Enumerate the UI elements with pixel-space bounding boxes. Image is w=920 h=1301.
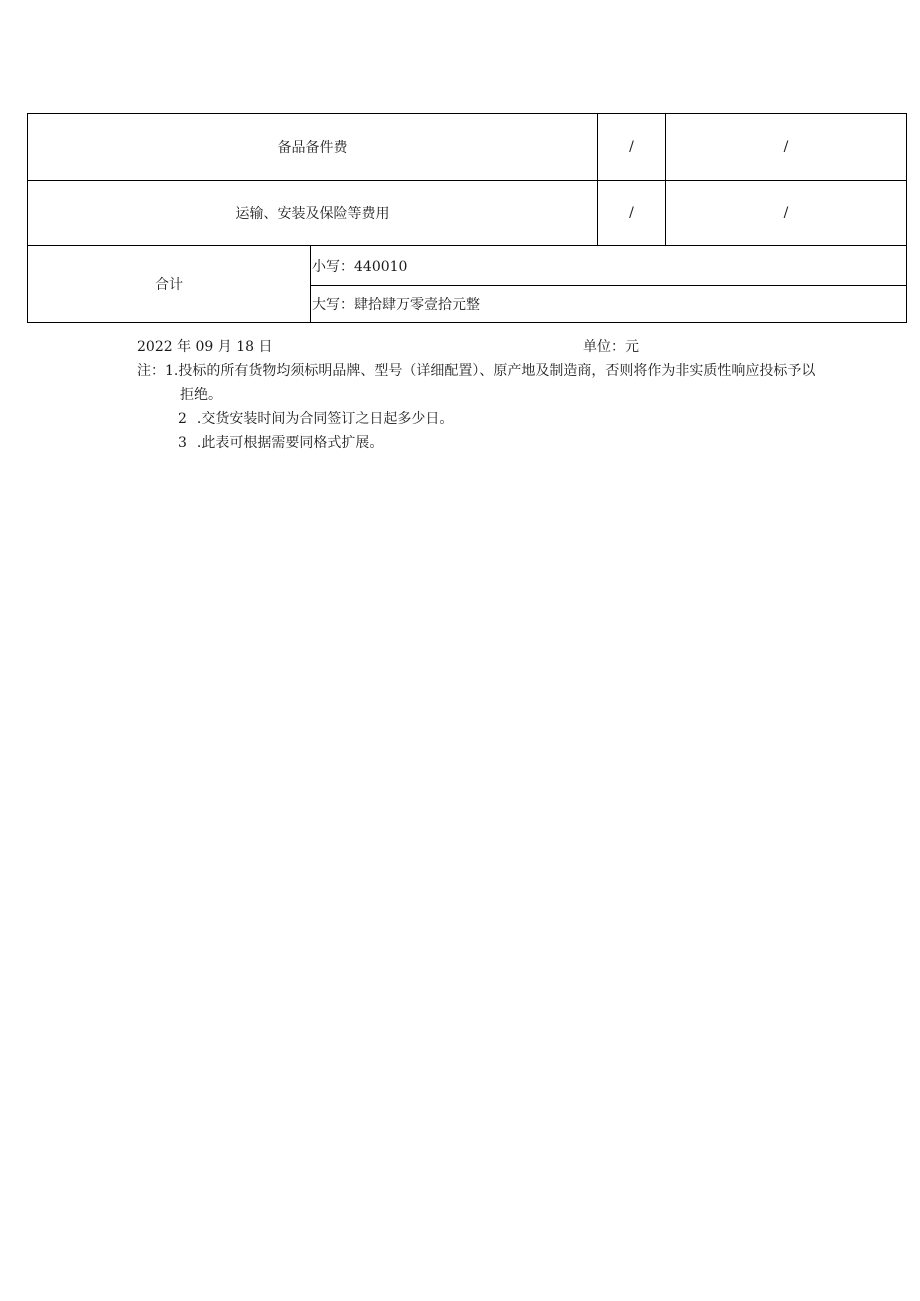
table-row-item xyxy=(28,181,597,245)
note-1-continuation: 拒绝。 xyxy=(180,387,222,403)
note-2 xyxy=(178,408,453,428)
cell-value: / xyxy=(783,205,789,221)
note-3-number: 3 xyxy=(178,435,187,451)
total-small: 小写：440010 xyxy=(312,258,408,275)
note-2-text: .交货安装时间为合同签订之日起多少日。 xyxy=(196,411,454,427)
cell-value: / xyxy=(629,139,634,155)
cost-table xyxy=(27,113,907,323)
total-small-cell xyxy=(311,246,906,285)
total-label: 合计 xyxy=(155,277,183,293)
table-cell xyxy=(598,181,665,245)
table-cell xyxy=(598,114,665,180)
table-cell xyxy=(666,114,906,180)
note-3-text: .此表可根据需要同格式扩展。 xyxy=(196,435,384,451)
note-3 xyxy=(178,432,383,452)
table-row-item xyxy=(28,114,597,180)
note-1-text: 投标的所有货物均须标明品牌、型号（详细配置）、原产地及制造商，否则将作为非实质性响应投标予以 xyxy=(178,363,816,379)
note-1 xyxy=(137,360,815,380)
total-large-cell xyxy=(311,286,906,322)
cell-value: / xyxy=(783,139,789,155)
total-large: 大写：肆拾肆万零壹拾元整 xyxy=(312,297,480,313)
total-label-cell xyxy=(28,246,310,322)
item-label: 备品备件费 xyxy=(277,140,348,156)
note-1-prefix: 注：1. xyxy=(137,363,179,379)
table-cell xyxy=(666,181,906,245)
item-label: 运输、安装及保险等费用 xyxy=(235,206,390,222)
note-2-number: 2 xyxy=(178,411,187,427)
unit-label: 单位：元 xyxy=(583,339,639,355)
date: 2022 年 09 月 18 日 xyxy=(137,339,273,355)
cell-value: / xyxy=(629,205,634,221)
